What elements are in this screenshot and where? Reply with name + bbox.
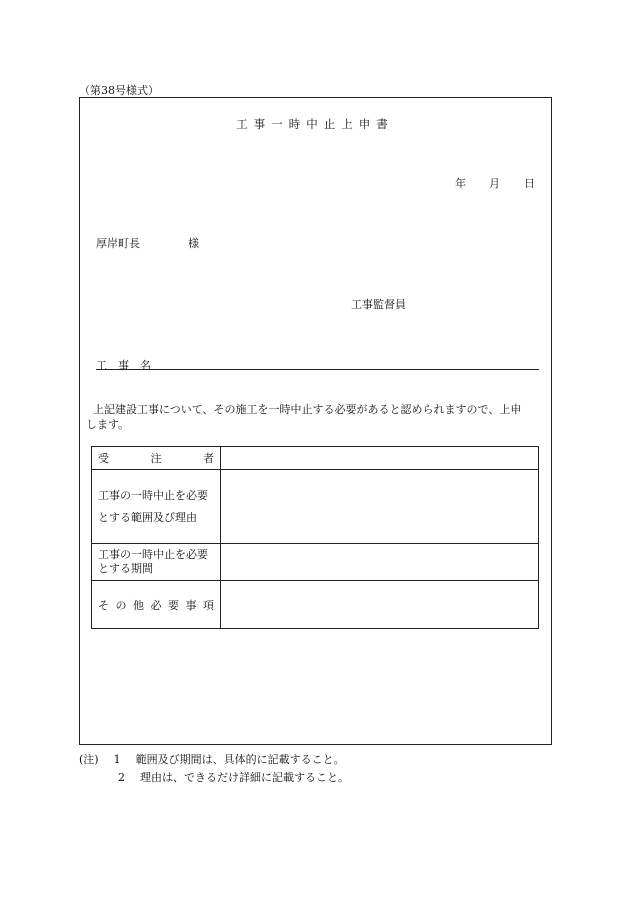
- note-1-text: 範囲及び期間は、具体的に記載すること。: [135, 753, 345, 766]
- notes-prefix: (注): [79, 753, 99, 766]
- other-char: 項: [203, 598, 214, 612]
- other-char: 事: [185, 598, 197, 612]
- contractor-char: 受: [98, 452, 109, 465]
- body-text-line1: 上記建設工事について、その施工を一時中止する必要があると認められますので、上申: [93, 403, 522, 416]
- other-char: 他: [133, 598, 144, 612]
- work-name-label: 工 事 名: [96, 359, 151, 372]
- date-year-label: 年: [455, 177, 466, 190]
- scope-reason-label: [92, 470, 221, 544]
- period-label-line1: 工事の一時中止を必要: [98, 548, 208, 561]
- table-row-other: [92, 581, 539, 629]
- details-table: [91, 446, 539, 629]
- note-2-text: 理由は、できるだけ詳細に記載すること。: [140, 771, 349, 784]
- period-field[interactable]: [221, 544, 539, 581]
- scope-reason-field[interactable]: [221, 470, 539, 544]
- contractor-label: [92, 447, 221, 470]
- other-char: の: [115, 598, 127, 612]
- document-title: 工事一時中止上申書: [236, 117, 394, 131]
- other-items-label: [92, 581, 221, 629]
- table-row-contractor: [92, 447, 539, 470]
- table-row-scope-reason: [92, 470, 539, 544]
- note-2-number: 2: [118, 771, 125, 784]
- honorific: 様: [188, 237, 199, 250]
- contractor-char: 注: [150, 452, 162, 465]
- note-1-number: 1: [113, 753, 121, 766]
- date-day-label: 日: [524, 177, 535, 190]
- addressee: 厚岸町長: [96, 237, 140, 250]
- scope-reason-label-line2: とする範囲及び理由: [98, 510, 197, 524]
- contractor-char: 者: [203, 452, 214, 465]
- period-label: [92, 544, 221, 581]
- supervisor-label: 工事監督員: [351, 298, 406, 311]
- work-name-field[interactable]: [96, 369, 539, 370]
- scope-reason-label-line1: 工事の一時中止を必要: [98, 488, 208, 502]
- notes: [79, 751, 349, 787]
- period-label-line2: とする期間: [98, 562, 153, 575]
- form-frame: [79, 97, 552, 745]
- contractor-field[interactable]: [221, 447, 539, 470]
- table-row-period: [92, 544, 539, 581]
- body-text-line2: します。: [86, 418, 130, 431]
- note-1: [79, 751, 349, 769]
- other-char: 要: [168, 598, 179, 612]
- note-2: [79, 769, 349, 787]
- other-char: そ: [98, 598, 109, 612]
- form-number-label: （第38号様式）: [79, 84, 159, 97]
- other-items-field[interactable]: [221, 581, 539, 629]
- date-month-label: 月: [489, 177, 500, 190]
- other-char: 必: [150, 598, 162, 612]
